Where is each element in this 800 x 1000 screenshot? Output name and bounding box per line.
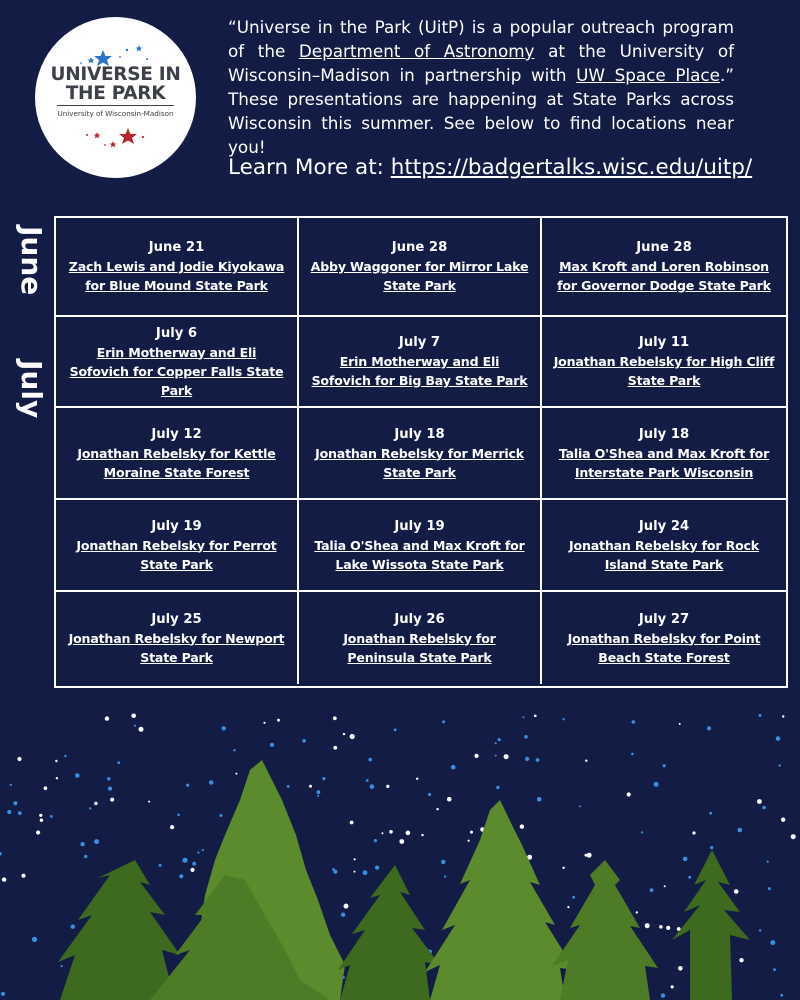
star-icon [134, 725, 136, 727]
event-date: July 18 [394, 426, 445, 442]
event-date: July 25 [151, 611, 202, 627]
event-date: July 19 [151, 518, 202, 534]
star-icon [0, 852, 2, 855]
event-cell [299, 500, 542, 592]
event-cell [56, 500, 299, 592]
pine-tree-icon [672, 850, 750, 1000]
star-icon [394, 728, 397, 731]
star-icon [235, 773, 237, 775]
learn-more-url-link[interactable]: https://badgertalks.wisc.edu/uitp/ [390, 155, 753, 180]
pine-tree-icon [425, 800, 575, 1000]
star-icon [2, 877, 6, 881]
star-icon [441, 860, 445, 864]
star-icon [40, 819, 43, 822]
star-icon [641, 831, 643, 833]
event-link[interactable]: Jonathan Rebelsky for Rock Island State Park [569, 537, 759, 572]
pine-tree-icon [58, 860, 180, 1000]
event-date: June 21 [148, 240, 205, 255]
pine-trees-group [58, 760, 750, 1000]
star-icon [370, 784, 375, 789]
event-date: July 11 [638, 335, 690, 350]
star-icon [263, 722, 265, 724]
star-icon [587, 853, 592, 858]
star-icon [50, 815, 53, 818]
star-icon [782, 715, 784, 717]
star-icon [707, 726, 711, 730]
event-cell [56, 592, 299, 684]
star-icon [7, 810, 11, 814]
star-icon [13, 801, 17, 805]
star-icon [89, 807, 91, 809]
star-icon [779, 764, 781, 766]
star-icon [654, 782, 659, 787]
star-icon [567, 906, 569, 908]
star-icon [197, 852, 199, 854]
star-icon [632, 720, 636, 724]
month-label-july: July [15, 360, 48, 419]
event-date: June 28 [636, 240, 692, 255]
star-icon [332, 868, 335, 871]
star-icon [202, 849, 204, 851]
event-date: July 27 [638, 611, 690, 627]
star-icon [21, 874, 25, 878]
event-cell [542, 317, 786, 408]
star-icon [117, 761, 120, 764]
star-icon [350, 734, 355, 739]
star-icon [776, 736, 781, 741]
star-icon [537, 797, 542, 802]
star-icon [562, 718, 564, 720]
event-date: July 7 [398, 335, 441, 350]
star-icon [659, 925, 663, 929]
event-cell [299, 408, 542, 500]
star-icon [374, 839, 377, 842]
pine-tree-icon [552, 860, 658, 1000]
star-icon [219, 814, 222, 817]
star-icon [520, 824, 524, 828]
star-icon [504, 754, 509, 759]
star-icon [209, 780, 213, 784]
star-icon [139, 727, 144, 732]
star-icon [368, 758, 372, 762]
star-icon [105, 716, 109, 720]
event-link[interactable]: Zach Lewis and Jodie Kiyokawa for Blue Mound State Park [68, 259, 285, 293]
event-link[interactable]: Jonathan Rebelsky for Peninsula State Park [343, 630, 496, 665]
star-icon [287, 785, 290, 788]
star-icon [709, 812, 712, 815]
learn-more-line: Learn More at: https://badgertalks.wisc.edu/uitp/ [228, 155, 753, 180]
star-icon [354, 858, 356, 860]
star-icon [302, 739, 306, 743]
star-icon [421, 834, 423, 836]
star-icon [17, 757, 21, 761]
event-cell [542, 592, 786, 684]
star-icon [692, 831, 695, 834]
star-icon [661, 993, 665, 997]
star-icon [664, 885, 666, 887]
star-icon [663, 764, 666, 767]
star-icon [333, 716, 337, 720]
star-icon [678, 966, 683, 971]
event-date: July 12 [151, 426, 202, 442]
star-icon [233, 749, 235, 751]
event-link[interactable]: Jonathan Rebelsky for Point Beach State Forest [567, 630, 761, 665]
star-icon [495, 742, 497, 744]
star-icon [131, 714, 136, 719]
event-cell [542, 500, 786, 592]
star-icon [562, 867, 564, 869]
star-icon [64, 755, 66, 757]
star-icon [759, 929, 761, 931]
event-date: June 28 [391, 240, 448, 255]
star-icon [61, 965, 63, 967]
star-icon [650, 888, 654, 892]
star-icon [107, 777, 110, 780]
intro-paragraph: “Universe in the Park (UitP) is a popular outreach program of the Department of Astronomy at the University of Wisconsin–Madison in partnership with UW Space Place.” These presentations are happening at State Parks across Wisconsin this summer. See below to find locations near you! [228, 17, 734, 157]
star-icon [688, 876, 691, 879]
star-icon [498, 738, 501, 741]
event-cell [299, 317, 542, 408]
star-icon [770, 940, 775, 945]
star-icon [277, 719, 280, 722]
star-icon [525, 757, 529, 761]
star-icon [442, 720, 445, 723]
event-cell [299, 218, 542, 317]
star-icon [39, 814, 42, 817]
star-icon [186, 784, 189, 787]
star-icon [428, 793, 431, 796]
star-icon [94, 802, 97, 805]
event-link[interactable]: Erin Motherway and Eli Sofovich for Copper Falls State Park [69, 344, 284, 398]
star-icon [94, 839, 99, 844]
star-icon [363, 870, 368, 875]
star-icon [645, 923, 650, 928]
star-icon [791, 834, 796, 839]
star-icon [177, 814, 180, 817]
star-icon [585, 760, 587, 762]
star-icon [759, 714, 762, 717]
department-of-astronomy-link[interactable]: Department of Astronomy [298, 41, 535, 61]
star-icon [333, 746, 337, 750]
event-cell [56, 317, 299, 408]
event-cell [56, 218, 299, 317]
star-icon [780, 994, 783, 997]
star-icon [354, 871, 356, 873]
star-icon [309, 785, 312, 788]
event-date: July 18 [638, 426, 690, 442]
event-date: July 26 [394, 611, 445, 627]
star-icon [381, 832, 383, 834]
logo-red-star-icon [119, 128, 137, 144]
star-icon [148, 801, 150, 803]
star-icon [182, 858, 187, 863]
star-icon [108, 787, 112, 791]
star-icon [375, 866, 379, 870]
star-icon [767, 861, 769, 863]
star-icon [579, 805, 581, 807]
uw-space-place-link[interactable]: UW Space Place [576, 65, 720, 85]
event-link[interactable]: Jonathan Rebelsky for Perrot State Park [76, 537, 277, 572]
star-icon [343, 733, 345, 735]
star-icon [734, 889, 739, 894]
star-icon [32, 937, 37, 942]
event-link[interactable]: Jonathan Rebelsky for Newport State Park [68, 630, 285, 665]
star-icon [84, 855, 87, 858]
event-date: July 6 [155, 325, 198, 341]
star-icon [451, 765, 456, 770]
star-icon [55, 760, 57, 762]
star-icon [534, 715, 537, 718]
star-icon [627, 792, 631, 796]
star-icon [679, 723, 681, 725]
star-icon [350, 821, 354, 825]
star-icon [179, 874, 183, 878]
star-icon [406, 831, 411, 836]
star-icon [666, 926, 670, 930]
star-icon [386, 785, 389, 788]
event-date: July 19 [394, 518, 445, 534]
star-icon [341, 913, 345, 917]
star-icon [270, 743, 274, 747]
event-link[interactable]: Jonathan Rebelsky for High Cliff State Park [553, 354, 775, 388]
logo-divider [57, 105, 174, 106]
star-icon [671, 985, 674, 988]
star-icon [344, 904, 349, 909]
event-link[interactable]: Jonathan Rebelsky for Merrick State Park [315, 445, 524, 480]
star-icon [631, 753, 634, 756]
pine-tree-icon [338, 865, 440, 1000]
star-icon [44, 786, 48, 790]
event-link[interactable]: Jonathan Rebelsky for Kettle Moraine State Forest [77, 445, 276, 480]
star-icon [762, 806, 765, 809]
star-icon [110, 798, 114, 802]
star-icon [683, 857, 688, 862]
star-icon [444, 875, 446, 877]
star-icon [322, 777, 325, 780]
event-link[interactable]: Abby Waggoner for Mirror Lake State Park [310, 259, 529, 293]
star-icon [75, 773, 80, 778]
star-icon [36, 830, 40, 834]
star-icon [416, 778, 418, 780]
star-icon [190, 868, 194, 872]
logo-title: UNIVERSE IN THE PARK [50, 64, 181, 104]
star-icon [781, 818, 785, 822]
star-icon [222, 726, 226, 730]
star-icon [636, 911, 638, 913]
star-icon [389, 830, 393, 834]
event-cell [299, 592, 542, 684]
star-icon [56, 777, 58, 779]
star-icon [170, 825, 174, 829]
event-link[interactable]: Erin Motherway and Eli Sofovich for Big Bay State Park [311, 354, 528, 388]
star-icon [317, 790, 321, 794]
night-forest-scene [0, 700, 800, 1000]
star-icon [496, 786, 499, 789]
star-icon [436, 808, 438, 810]
event-cell [542, 218, 786, 317]
star-icon [1, 992, 5, 996]
star-icon [18, 811, 22, 815]
star-icon [495, 755, 497, 757]
star-icon [523, 716, 525, 718]
star-icon [768, 887, 771, 890]
star-icon [317, 795, 319, 797]
event-link[interactable]: Talia O'Shea and Max Kroft for Lake Wissota State Park [314, 537, 525, 572]
star-icon [470, 831, 473, 834]
star-icon [10, 784, 12, 786]
star-icon [80, 842, 84, 846]
star-icon [366, 779, 369, 782]
star-icon [710, 846, 713, 849]
star-icon [71, 925, 75, 929]
event-link[interactable]: Talia O'Shea and Max Kroft for Interstate Park Wisconsin [558, 445, 770, 480]
star-icon [739, 958, 743, 962]
star-icon [738, 828, 743, 833]
star-icon [757, 799, 762, 804]
star-icon [536, 758, 540, 762]
event-cell [542, 408, 786, 500]
star-icon [468, 840, 470, 842]
star-icon [447, 797, 452, 802]
star-icon [474, 754, 478, 758]
star-icon [192, 862, 196, 866]
event-date: July 24 [638, 518, 690, 534]
star-icon [399, 839, 404, 844]
star-icon [773, 968, 776, 971]
events-grid [54, 216, 788, 688]
star-icon [159, 864, 162, 867]
month-label-june: June [15, 226, 48, 296]
event-link[interactable]: Max Kroft and Loren Robinson for Governor Dodge State Park [557, 259, 771, 293]
universe-in-the-park-logo [35, 17, 196, 178]
logo-subtitle: University of Wisconsin-Madison [57, 109, 174, 118]
star-icon [572, 896, 575, 899]
star-icon [524, 735, 528, 739]
event-cell [56, 408, 299, 500]
